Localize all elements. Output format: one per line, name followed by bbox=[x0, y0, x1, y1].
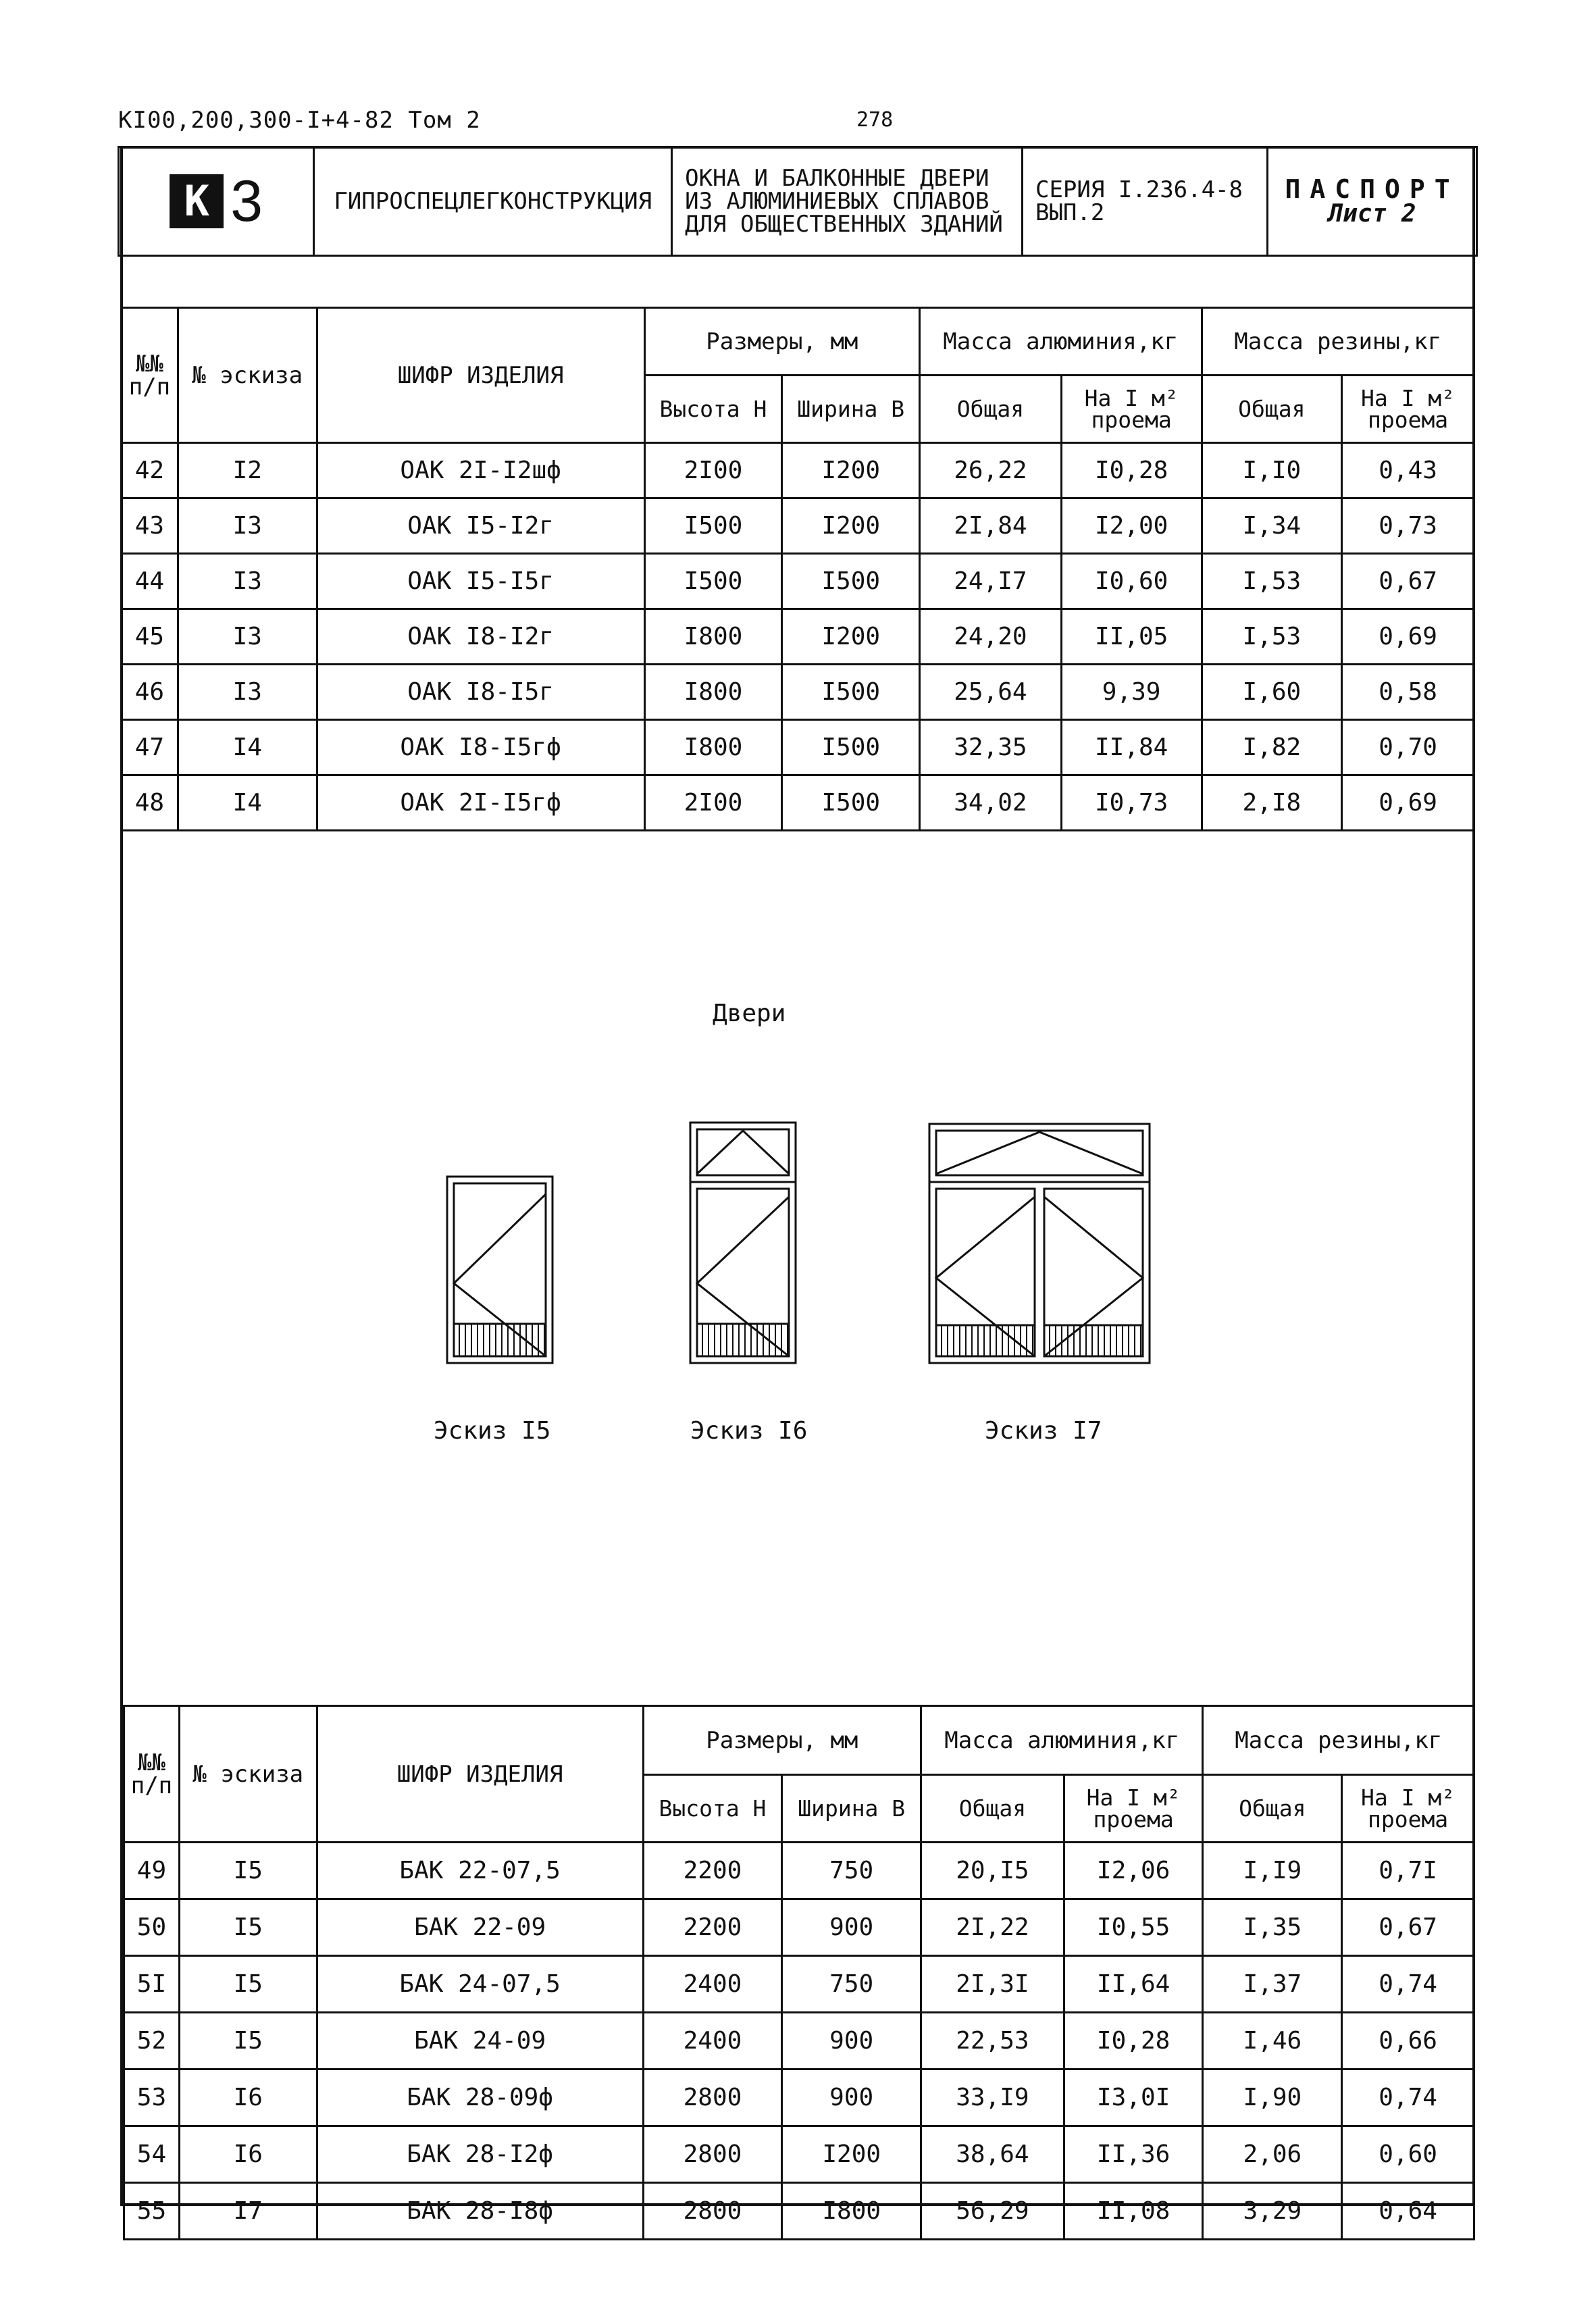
stamp-doc-type bbox=[1268, 147, 1477, 256]
table-row bbox=[122, 609, 1474, 665]
rubber-per-m2: 0,64 bbox=[1342, 2183, 1474, 2240]
height-value: I800 bbox=[644, 609, 782, 665]
alu-per-m2: I0,28 bbox=[1061, 443, 1202, 498]
sketch-number: I7 bbox=[179, 2183, 317, 2240]
windows-table bbox=[120, 307, 1475, 831]
row-number: 44 bbox=[122, 554, 178, 609]
row-number: 5I bbox=[124, 1956, 180, 2013]
sketch-number: I5 bbox=[179, 1956, 317, 2013]
row-number: 42 bbox=[122, 443, 178, 498]
width-value: I200 bbox=[782, 2126, 921, 2183]
header-alu-total: Общая bbox=[920, 376, 1062, 443]
table-row bbox=[122, 554, 1474, 609]
windows-table-body bbox=[122, 443, 1474, 831]
table-row bbox=[122, 498, 1474, 554]
row-number: 50 bbox=[124, 1899, 180, 1956]
sketch-number: I3 bbox=[178, 498, 317, 554]
product-code: ОАК 2I-I2шф bbox=[317, 443, 644, 498]
alu-per-m2: I2,00 bbox=[1061, 498, 1202, 554]
rubber-total: I,90 bbox=[1203, 2069, 1342, 2126]
product-code: ОАК I5-I5г bbox=[317, 554, 644, 609]
alu-total: 38,64 bbox=[921, 2126, 1064, 2183]
row-number: 46 bbox=[122, 665, 178, 720]
rubber-per-m2: 0,66 bbox=[1342, 2013, 1474, 2069]
table-row bbox=[122, 775, 1474, 831]
alu-total: 2I,22 bbox=[921, 1899, 1064, 1956]
rubber-per-m2: 0,69 bbox=[1342, 609, 1474, 665]
sketch-number: I3 bbox=[178, 554, 317, 609]
product-code: ОАК I8-I2г bbox=[317, 609, 644, 665]
rubber-per-m2: 0,74 bbox=[1342, 1956, 1474, 2013]
header-rubber-per-m2: На I м² проема bbox=[1342, 1775, 1474, 1843]
header-code: ШИФР ИЗДЕЛИЯ bbox=[317, 1706, 643, 1843]
alu-per-m2: II,64 bbox=[1064, 1956, 1203, 2013]
product-code: БАК 24-07,5 bbox=[317, 1956, 643, 2013]
width-value: I800 bbox=[782, 2183, 921, 2240]
alu-total: 32,35 bbox=[920, 720, 1062, 775]
stamp-title bbox=[672, 147, 1023, 256]
rubber-per-m2: 0,69 bbox=[1342, 775, 1474, 831]
header-width: Ширина В bbox=[782, 376, 920, 443]
product-code: БАК 24-09 bbox=[317, 2013, 643, 2069]
table-row bbox=[122, 720, 1474, 775]
alu-total: 33,I9 bbox=[921, 2069, 1064, 2126]
rubber-total: 3,29 bbox=[1203, 2183, 1342, 2240]
width-value: I500 bbox=[782, 720, 920, 775]
alu-total: 34,02 bbox=[920, 775, 1062, 831]
page-number: 278 bbox=[856, 108, 894, 132]
rubber-total: 2,I8 bbox=[1202, 775, 1342, 831]
width-value: I500 bbox=[782, 775, 920, 831]
doors-title: Двери bbox=[713, 1000, 786, 1027]
alu-per-m2: I0,55 bbox=[1064, 1899, 1203, 1956]
header-width: Ширина В bbox=[782, 1775, 921, 1843]
rubber-total: I,37 bbox=[1203, 1956, 1342, 2013]
stamp-logo bbox=[119, 147, 314, 256]
header-rubber-per-m2: На I м² проема bbox=[1342, 376, 1474, 443]
header-sketch: № эскиза bbox=[179, 1706, 317, 1843]
row-number: 48 bbox=[122, 775, 178, 831]
height-value: 2400 bbox=[643, 1956, 782, 2013]
stamp-series-line: СЕРИЯ I.236.4-8 bbox=[1035, 176, 1243, 203]
rubber-per-m2: 0,74 bbox=[1342, 2069, 1474, 2126]
header-num: №№ п/п bbox=[122, 308, 178, 443]
alu-total: 56,29 bbox=[921, 2183, 1064, 2240]
table-row bbox=[124, 1956, 1474, 2013]
header-alu-per-m2: На I м² проема bbox=[1061, 376, 1202, 443]
sketch-number: I4 bbox=[178, 720, 317, 775]
rubber-per-m2: 0,70 bbox=[1342, 720, 1474, 775]
sketch-number: I3 bbox=[178, 665, 317, 720]
height-value: 2800 bbox=[643, 2126, 782, 2183]
table-row bbox=[122, 665, 1474, 720]
table-row bbox=[124, 2183, 1474, 2240]
product-code: ОАК I5-I2г bbox=[317, 498, 644, 554]
rubber-per-m2: 0,43 bbox=[1342, 443, 1474, 498]
sheet-label: Лист 2 bbox=[1328, 200, 1416, 228]
product-code: ОАК I8-I5гф bbox=[317, 720, 644, 775]
table-row bbox=[124, 1843, 1474, 1899]
title-stamp bbox=[118, 146, 1478, 257]
doors-table-body bbox=[124, 1843, 1474, 2240]
sketch-number: I5 bbox=[179, 1843, 317, 1899]
header-code: ШИФР ИЗДЕЛИЯ bbox=[317, 308, 644, 443]
height-value: I800 bbox=[644, 720, 782, 775]
width-value: 750 bbox=[782, 1843, 921, 1899]
doors-table bbox=[123, 1705, 1475, 2240]
row-number: 53 bbox=[124, 2069, 180, 2126]
row-number: 47 bbox=[122, 720, 178, 775]
sketch-17-drawing bbox=[928, 1123, 1151, 1364]
rubber-per-m2: 0,67 bbox=[1342, 1899, 1474, 1956]
rubber-total: I,53 bbox=[1202, 609, 1342, 665]
alu-per-m2: I0,73 bbox=[1061, 775, 1202, 831]
stamp-title-line: ДЛЯ ОБЩЕСТВЕННЫХ ЗДАНИЙ bbox=[685, 211, 1003, 238]
sketch-17-caption: Эскиз I7 bbox=[985, 1417, 1102, 1445]
alu-total: 24,20 bbox=[920, 609, 1062, 665]
alu-total: 22,53 bbox=[921, 2013, 1064, 2069]
alu-per-m2: II,08 bbox=[1064, 2183, 1203, 2240]
rubber-total: I,46 bbox=[1203, 2013, 1342, 2069]
rubber-total: I,I0 bbox=[1202, 443, 1342, 498]
header-height: Высота Н bbox=[644, 376, 782, 443]
product-code: БАК 28-I2ф bbox=[317, 2126, 643, 2183]
table-row bbox=[124, 2126, 1474, 2183]
stamp-series bbox=[1022, 147, 1267, 256]
width-value: I500 bbox=[782, 554, 920, 609]
height-value: 2I00 bbox=[644, 443, 782, 498]
sketch-number: I5 bbox=[179, 2013, 317, 2069]
sketch-number: I4 bbox=[178, 775, 317, 831]
sketch-number: I6 bbox=[179, 2069, 317, 2126]
rubber-per-m2: 0,60 bbox=[1342, 2126, 1474, 2183]
stamp-title-line: ИЗ АЛЮМИНИЕВЫХ СПЛАВОВ bbox=[685, 188, 989, 215]
sketch-15-drawing bbox=[446, 1175, 554, 1364]
stamp-organization: ГИПРОСПЕЦЛЕГКОНСТРУКЦИЯ bbox=[314, 147, 672, 256]
rubber-total: I,I9 bbox=[1203, 1843, 1342, 1899]
header-alu: Масса алюминия,кг bbox=[921, 1706, 1203, 1775]
product-code: БАК 28-I8ф bbox=[317, 2183, 643, 2240]
sketch-number: I6 bbox=[179, 2126, 317, 2183]
product-code: ОАК 2I-I5гф bbox=[317, 775, 644, 831]
header-rubber: Масса резины,кг bbox=[1202, 308, 1474, 376]
row-number: 54 bbox=[124, 2126, 180, 2183]
row-number: 45 bbox=[122, 609, 178, 665]
alu-total: 25,64 bbox=[920, 665, 1062, 720]
header-sizes: Размеры, мм bbox=[644, 308, 920, 376]
table-row bbox=[122, 443, 1474, 498]
table-row bbox=[124, 1899, 1474, 1956]
width-value: 900 bbox=[782, 1899, 921, 1956]
width-value: I500 bbox=[782, 665, 920, 720]
logo-icon: К bbox=[170, 174, 224, 228]
stamp-series-line: ВЫП.2 bbox=[1035, 199, 1105, 226]
sketch-15-caption: Эскиз I5 bbox=[434, 1417, 551, 1445]
logo-digit: 3 bbox=[230, 169, 263, 234]
width-value: I200 bbox=[782, 609, 920, 665]
rubber-total: I,60 bbox=[1202, 665, 1342, 720]
height-value: 2400 bbox=[643, 2013, 782, 2069]
width-value: 900 bbox=[782, 2069, 921, 2126]
header-alu-per-m2: На I м² проема bbox=[1064, 1775, 1203, 1843]
sketch-number: I5 bbox=[179, 1899, 317, 1956]
row-number: 43 bbox=[122, 498, 178, 554]
alu-per-m2: I0,28 bbox=[1064, 2013, 1203, 2069]
rubber-per-m2: 0,73 bbox=[1342, 498, 1474, 554]
alu-per-m2: II,36 bbox=[1064, 2126, 1203, 2183]
header-sketch: № эскиза bbox=[178, 308, 317, 443]
width-value: I200 bbox=[782, 498, 920, 554]
height-value: 2I00 bbox=[644, 775, 782, 831]
header-rubber-total: Общая bbox=[1203, 1775, 1342, 1843]
product-code: ОАК I8-I5г bbox=[317, 665, 644, 720]
width-value: I200 bbox=[782, 443, 920, 498]
height-value: 2800 bbox=[643, 2069, 782, 2126]
rubber-total: I,34 bbox=[1202, 498, 1342, 554]
alu-total: 24,I7 bbox=[920, 554, 1062, 609]
sketch-number: I3 bbox=[178, 609, 317, 665]
header-alu: Масса алюминия,кг bbox=[920, 308, 1202, 376]
alu-per-m2: I3,0I bbox=[1064, 2069, 1203, 2126]
width-value: 750 bbox=[782, 1956, 921, 2013]
height-value: 2200 bbox=[643, 1899, 782, 1956]
sketch-number: I2 bbox=[178, 443, 317, 498]
sketch-16-drawing bbox=[689, 1121, 797, 1364]
stamp-title-line: ОКНА И БАЛКОННЫЕ ДВЕРИ bbox=[685, 165, 989, 192]
document-code: КI00,200,300-I+4-82 Том 2 bbox=[118, 107, 481, 134]
rubber-total: I,82 bbox=[1202, 720, 1342, 775]
row-number: 55 bbox=[124, 2183, 180, 2240]
width-value: 900 bbox=[782, 2013, 921, 2069]
table-row bbox=[124, 2013, 1474, 2069]
table-row bbox=[124, 2069, 1474, 2126]
header-num: №№ п/п bbox=[124, 1706, 180, 1843]
product-code: БАК 22-07,5 bbox=[317, 1843, 643, 1899]
product-code: БАК 22-09 bbox=[317, 1899, 643, 1956]
rubber-per-m2: 0,58 bbox=[1342, 665, 1474, 720]
header-rubber: Масса резины,кг bbox=[1203, 1706, 1474, 1775]
row-number: 49 bbox=[124, 1843, 180, 1899]
height-value: I800 bbox=[644, 665, 782, 720]
alu-total: 2I,3I bbox=[921, 1956, 1064, 2013]
height-value: I500 bbox=[644, 498, 782, 554]
rubber-per-m2: 0,67 bbox=[1342, 554, 1474, 609]
rubber-per-m2: 0,7I bbox=[1342, 1843, 1474, 1899]
height-value: I500 bbox=[644, 554, 782, 609]
alu-per-m2: I0,60 bbox=[1061, 554, 1202, 609]
alu-per-m2: 9,39 bbox=[1061, 665, 1202, 720]
alu-total: 2I,84 bbox=[920, 498, 1062, 554]
rubber-total: I,35 bbox=[1203, 1899, 1342, 1956]
rubber-total: I,53 bbox=[1202, 554, 1342, 609]
doc-type-label: ПАСПОРТ bbox=[1285, 174, 1460, 204]
header-height: Высота Н bbox=[643, 1775, 782, 1843]
rubber-total: 2,06 bbox=[1203, 2126, 1342, 2183]
height-value: 2200 bbox=[643, 1843, 782, 1899]
alu-per-m2: II,05 bbox=[1061, 609, 1202, 665]
alu-total: 20,I5 bbox=[921, 1843, 1064, 1899]
alu-per-m2: II,84 bbox=[1061, 720, 1202, 775]
header-rubber-total: Общая bbox=[1202, 376, 1342, 443]
height-value: 2800 bbox=[643, 2183, 782, 2240]
header-alu-total: Общая bbox=[921, 1775, 1064, 1843]
header-sizes: Размеры, мм bbox=[643, 1706, 921, 1775]
alu-per-m2: I2,06 bbox=[1064, 1843, 1203, 1899]
product-code: БАК 28-09ф bbox=[317, 2069, 643, 2126]
row-number: 52 bbox=[124, 2013, 180, 2069]
alu-total: 26,22 bbox=[920, 443, 1062, 498]
sketch-16-caption: Эскиз I6 bbox=[690, 1417, 808, 1445]
